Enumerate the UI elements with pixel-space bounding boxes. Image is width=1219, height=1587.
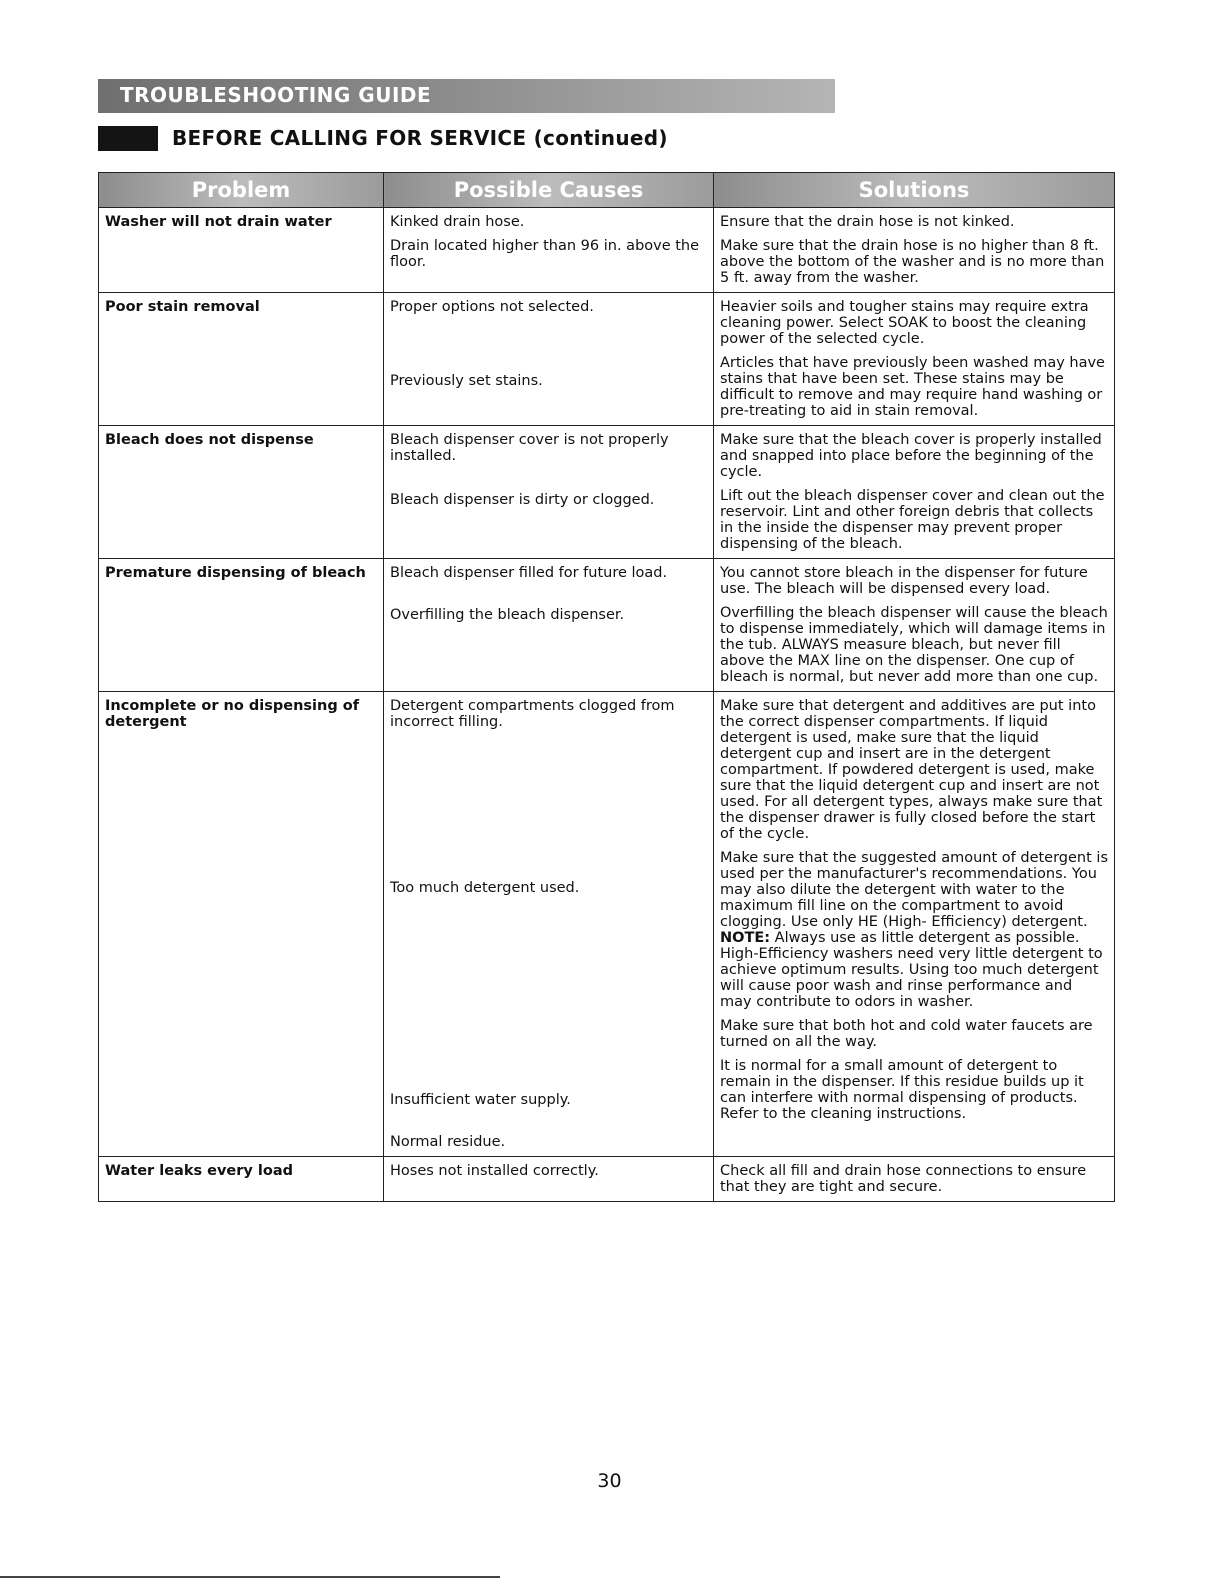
solutions-cell xyxy=(714,1157,1115,1202)
section-marker xyxy=(98,126,158,151)
solution-text: Make sure that detergent and additives are put into the correct dispenser compartments. If liquid detergent is used, make sure that the liquid detergent cup and insert are in the detergent compartment. If powdered detergent is used, make sure that the liquid detergent cup and insert are not used. For all detergent types, always make sure that the dispenser drawer is fully closed before the start of the cycle. xyxy=(720,698,1103,842)
header-possible-causes: Possible Causes xyxy=(384,173,714,208)
solution-text: Make sure that the bleach cover is properly installed and snapped into place before the beginning of the cycle. xyxy=(720,432,1102,480)
table-row xyxy=(99,208,1115,293)
cause-text: Insufficient water supply. xyxy=(390,1092,571,1108)
solution-text: Make sure that both hot and cold water faucets are turned on all the way. xyxy=(720,1018,1093,1050)
cause-text: Too much detergent used. xyxy=(390,880,580,896)
solution-text: Articles that have previously been washed may have stains that have been set. These stains may be difficult to remove and may require hand washing or pre-treating to aid in stain removal. xyxy=(720,355,1105,419)
cause-text: Bleach dispenser cover is not properly installed. xyxy=(390,432,669,464)
causes-cell xyxy=(384,1157,714,1202)
note-text: Always use as little detergent as possible. High-Efficiency washers need very little detergent to achieve optimum results. Using too much detergent will cause poor wash and rinse performance and may contribute to odors in washer. xyxy=(720,930,1103,1010)
cause-text: Drain located higher than 96 in. above the floor. xyxy=(390,238,700,270)
solution-text: Heavier soils and tougher stains may require extra cleaning power. Select SOAK to boost the cleaning power of the selected cycle. xyxy=(720,299,1089,347)
solution-text: Lift out the bleach dispenser cover and clean out the reservoir. Lint and other foreign debris that collects in the inside the dispenser may prevent proper dispensing of the bleach. xyxy=(720,488,1105,552)
cause-text: Hoses not installed correctly. xyxy=(390,1163,599,1179)
cause-text: Bleach dispenser is dirty or clogged. xyxy=(390,492,655,508)
note-label: NOTE: xyxy=(720,930,771,946)
cause-text: Previously set stains. xyxy=(390,373,543,389)
troubleshooting-table xyxy=(98,172,1115,1202)
solution-text: Ensure that the drain hose is not kinked. xyxy=(720,214,1015,230)
header-problem: Problem xyxy=(99,173,384,208)
causes-cell xyxy=(384,692,714,1157)
banner-title: TROUBLESHOOTING GUIDE xyxy=(120,83,432,107)
note-paragraph xyxy=(720,930,1108,1010)
solutions-cell xyxy=(714,426,1115,559)
section-heading xyxy=(98,123,668,153)
troubleshooting-guide-banner xyxy=(98,79,835,113)
solutions-cell xyxy=(714,293,1115,426)
solutions-cell xyxy=(714,692,1115,1157)
problem-cell: Premature dispensing of bleach xyxy=(99,559,384,692)
solutions-cell xyxy=(714,559,1115,692)
solution-text: Make sure that the drain hose is no higher than 8 ft. above the bottom of the washer and is no more than 5 ft. away from the washer. xyxy=(720,238,1105,286)
cause-text: Overfilling the bleach dispenser. xyxy=(390,607,625,623)
causes-cell xyxy=(384,426,714,559)
cause-text: Detergent compartments clogged from incorrect filling. xyxy=(390,698,675,730)
problem-cell: Water leaks every load xyxy=(99,1157,384,1202)
cause-text: Normal residue. xyxy=(390,1134,506,1150)
causes-cell xyxy=(384,208,714,293)
table-row xyxy=(99,293,1115,426)
table-row xyxy=(99,426,1115,559)
problem-cell: Bleach does not dispense xyxy=(99,426,384,559)
table-header-row xyxy=(99,173,1115,208)
cause-text: Bleach dispenser filled for future load. xyxy=(390,565,668,581)
cause-text: Kinked drain hose. xyxy=(390,214,525,230)
header-solutions: Solutions xyxy=(714,173,1115,208)
section-title: BEFORE CALLING FOR SERVICE (continued) xyxy=(172,126,668,150)
page-number: 30 xyxy=(597,1470,622,1492)
footer-rule xyxy=(0,1576,500,1578)
solution-text: Overfilling the bleach dispenser will cause the bleach to dispense immediately, which will damage items in the tub. ALWAYS measure bleach, but never fill above the MAX line on the dispenser. One cup of bleach is normal, but never add more than one cup. xyxy=(720,605,1108,685)
solutions-cell xyxy=(714,208,1115,293)
solution-text: You cannot store bleach in the dispenser for future use. The bleach will be dispensed every load. xyxy=(720,565,1088,597)
problem-cell: Washer will not drain water xyxy=(99,208,384,293)
solution-text: Check all fill and drain hose connections to ensure that they are tight and secure. xyxy=(720,1163,1087,1195)
problem-cell: Poor stain removal xyxy=(99,293,384,426)
table-row xyxy=(99,1157,1115,1202)
causes-cell xyxy=(384,559,714,692)
problem-cell: Incomplete or no dispensing of detergent xyxy=(99,692,384,1157)
cause-text: Proper options not selected. xyxy=(390,299,594,315)
table-row xyxy=(99,692,1115,1157)
solution-text: Make sure that the suggested amount of detergent is used per the manufacturer's recommendations. You may also dilute the detergent with water to the maximum fill line on the compartment to avoid clogging. Use only HE (High- Efficiency) detergent. xyxy=(720,850,1109,930)
causes-cell xyxy=(384,293,714,426)
solution-text: It is normal for a small amount of detergent to remain in the dispenser. If this residue builds up it can interfere with normal dispensing of products. Refer to the cleaning instructions. xyxy=(720,1058,1084,1122)
table-row xyxy=(99,559,1115,692)
